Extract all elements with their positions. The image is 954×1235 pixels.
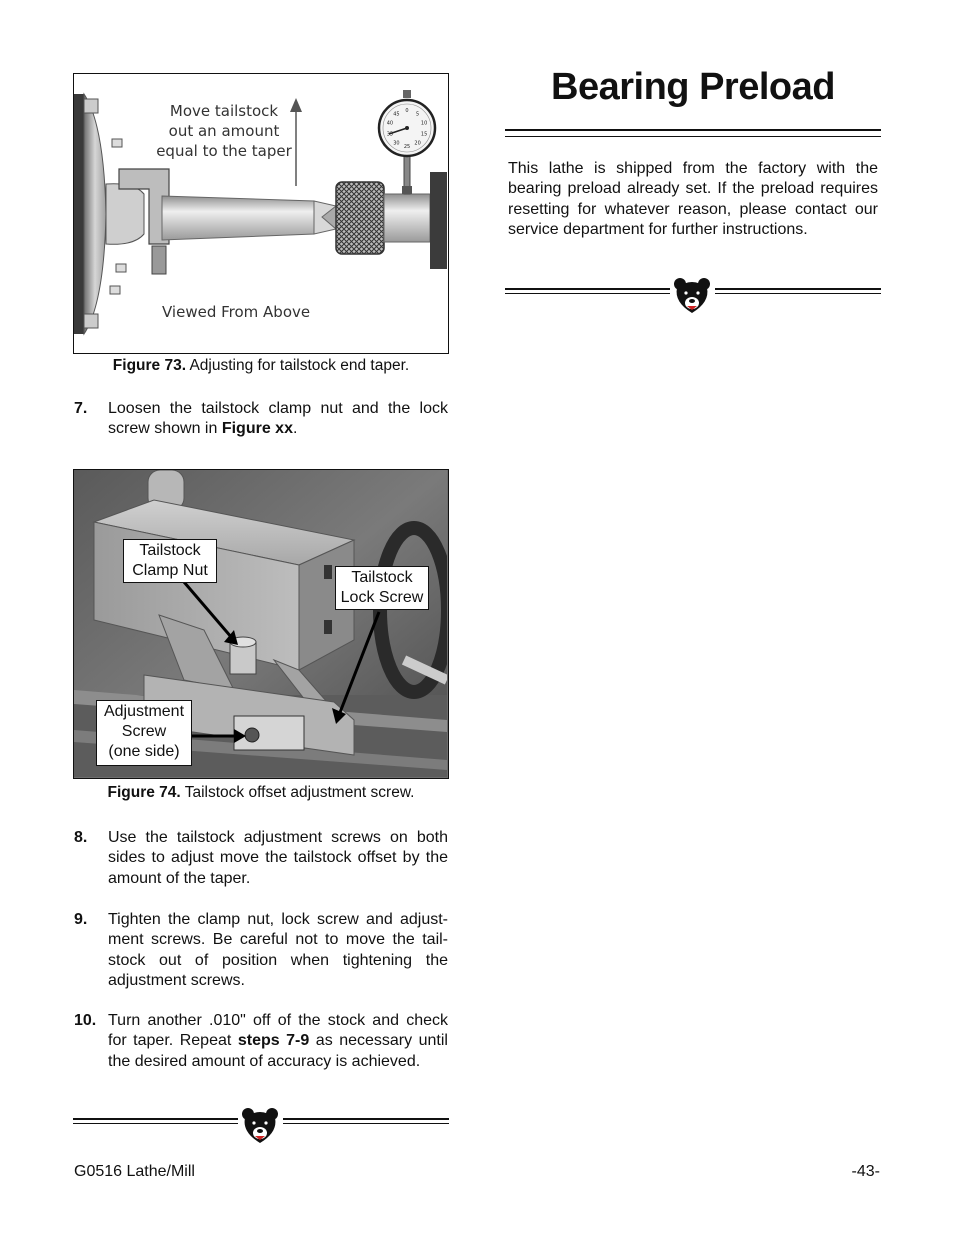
dial-number: 0 xyxy=(405,108,409,114)
divider-line xyxy=(715,288,881,294)
annotation-line-1: Move tailstock xyxy=(169,102,279,120)
dial-number: 30 xyxy=(393,140,400,147)
taper-annotation xyxy=(150,101,298,161)
figure-73-text: Adjusting for tailstock end taper. xyxy=(186,357,410,374)
figure-74-text: Tailstock offset adjustment screw. xyxy=(180,784,415,801)
step-8 xyxy=(74,828,448,889)
step-number: 7. xyxy=(74,400,88,417)
section-paragraph: This lathe is shipped from the factory with the bearing preload already set. If the preload requires resetting for whatever reason, please contact our service department for further instructions. xyxy=(508,160,878,238)
figure-74-caption xyxy=(73,784,449,802)
bear-logo-icon xyxy=(672,276,712,314)
figure-73-caption xyxy=(73,357,449,375)
tailstock-lock-screw-label: Tailstock Lock Screw xyxy=(335,566,429,610)
divider-line xyxy=(283,1118,449,1124)
step-text: Use the tailstock adjustment screws on both sides to adjust move the tailstock offset by the amount of the taper. xyxy=(108,829,448,887)
dial-number: 15 xyxy=(420,131,428,138)
annotation-line-2: out an amount xyxy=(168,122,280,140)
figure-74 xyxy=(73,469,449,779)
adjustment-screw-label: Adjustment Screw (one side) xyxy=(96,700,192,766)
figure-73-number: Figure 73. xyxy=(112,357,187,374)
divider-line xyxy=(505,288,670,294)
dial-number: 25 xyxy=(403,144,411,150)
dial-number: 20 xyxy=(414,140,421,147)
tailstock-clamp-nut-label: Tailstock Clamp Nut xyxy=(123,539,217,583)
dial-number: 10 xyxy=(420,120,428,127)
footer-page-number: -43- xyxy=(851,1163,880,1180)
section-divider-right xyxy=(505,276,881,316)
dial-number: 5 xyxy=(416,111,420,118)
divider-line xyxy=(73,1118,238,1124)
step-text: Loosen the tailstock clamp nut and the lock screw shown in Figure xx. xyxy=(108,400,448,438)
steps-reference: steps 7-9 xyxy=(237,1032,310,1050)
dial-number: 35 xyxy=(386,131,394,138)
annotation-line-3: equal to the taper xyxy=(156,142,292,160)
step-number: 9. xyxy=(74,911,88,928)
step-9 xyxy=(74,910,448,991)
step-7 xyxy=(74,399,448,440)
footer-manual-name: G0516 Lathe/Mill xyxy=(74,1163,195,1180)
bear-logo-icon xyxy=(240,1106,280,1144)
view-label: Viewed From Above xyxy=(162,303,311,321)
dial-number: 40 xyxy=(386,120,394,127)
figure-reference: Figure xx xyxy=(221,420,293,438)
figure-73 xyxy=(73,73,449,354)
section-divider-left xyxy=(73,1106,449,1146)
section-title: Bearing Preload xyxy=(551,66,835,108)
step-text: Turn another .010" off of the stock and check for taper. Repeat steps 7-9 as necessary until the desired amount of accuracy is achieved. xyxy=(108,1012,448,1070)
step-text: Tighten the clamp nut, lock screw and adjust-ment screws. Be careful not to move the tail-stock out of position when tightening the adjustment screws. xyxy=(108,911,448,989)
title-underline xyxy=(505,129,881,137)
figure-74-number: Figure 74. xyxy=(107,784,181,801)
step-number: 8. xyxy=(74,829,88,846)
step-10 xyxy=(74,1011,448,1072)
dial-number: 45 xyxy=(393,111,400,118)
step-number: 10. xyxy=(74,1012,97,1029)
